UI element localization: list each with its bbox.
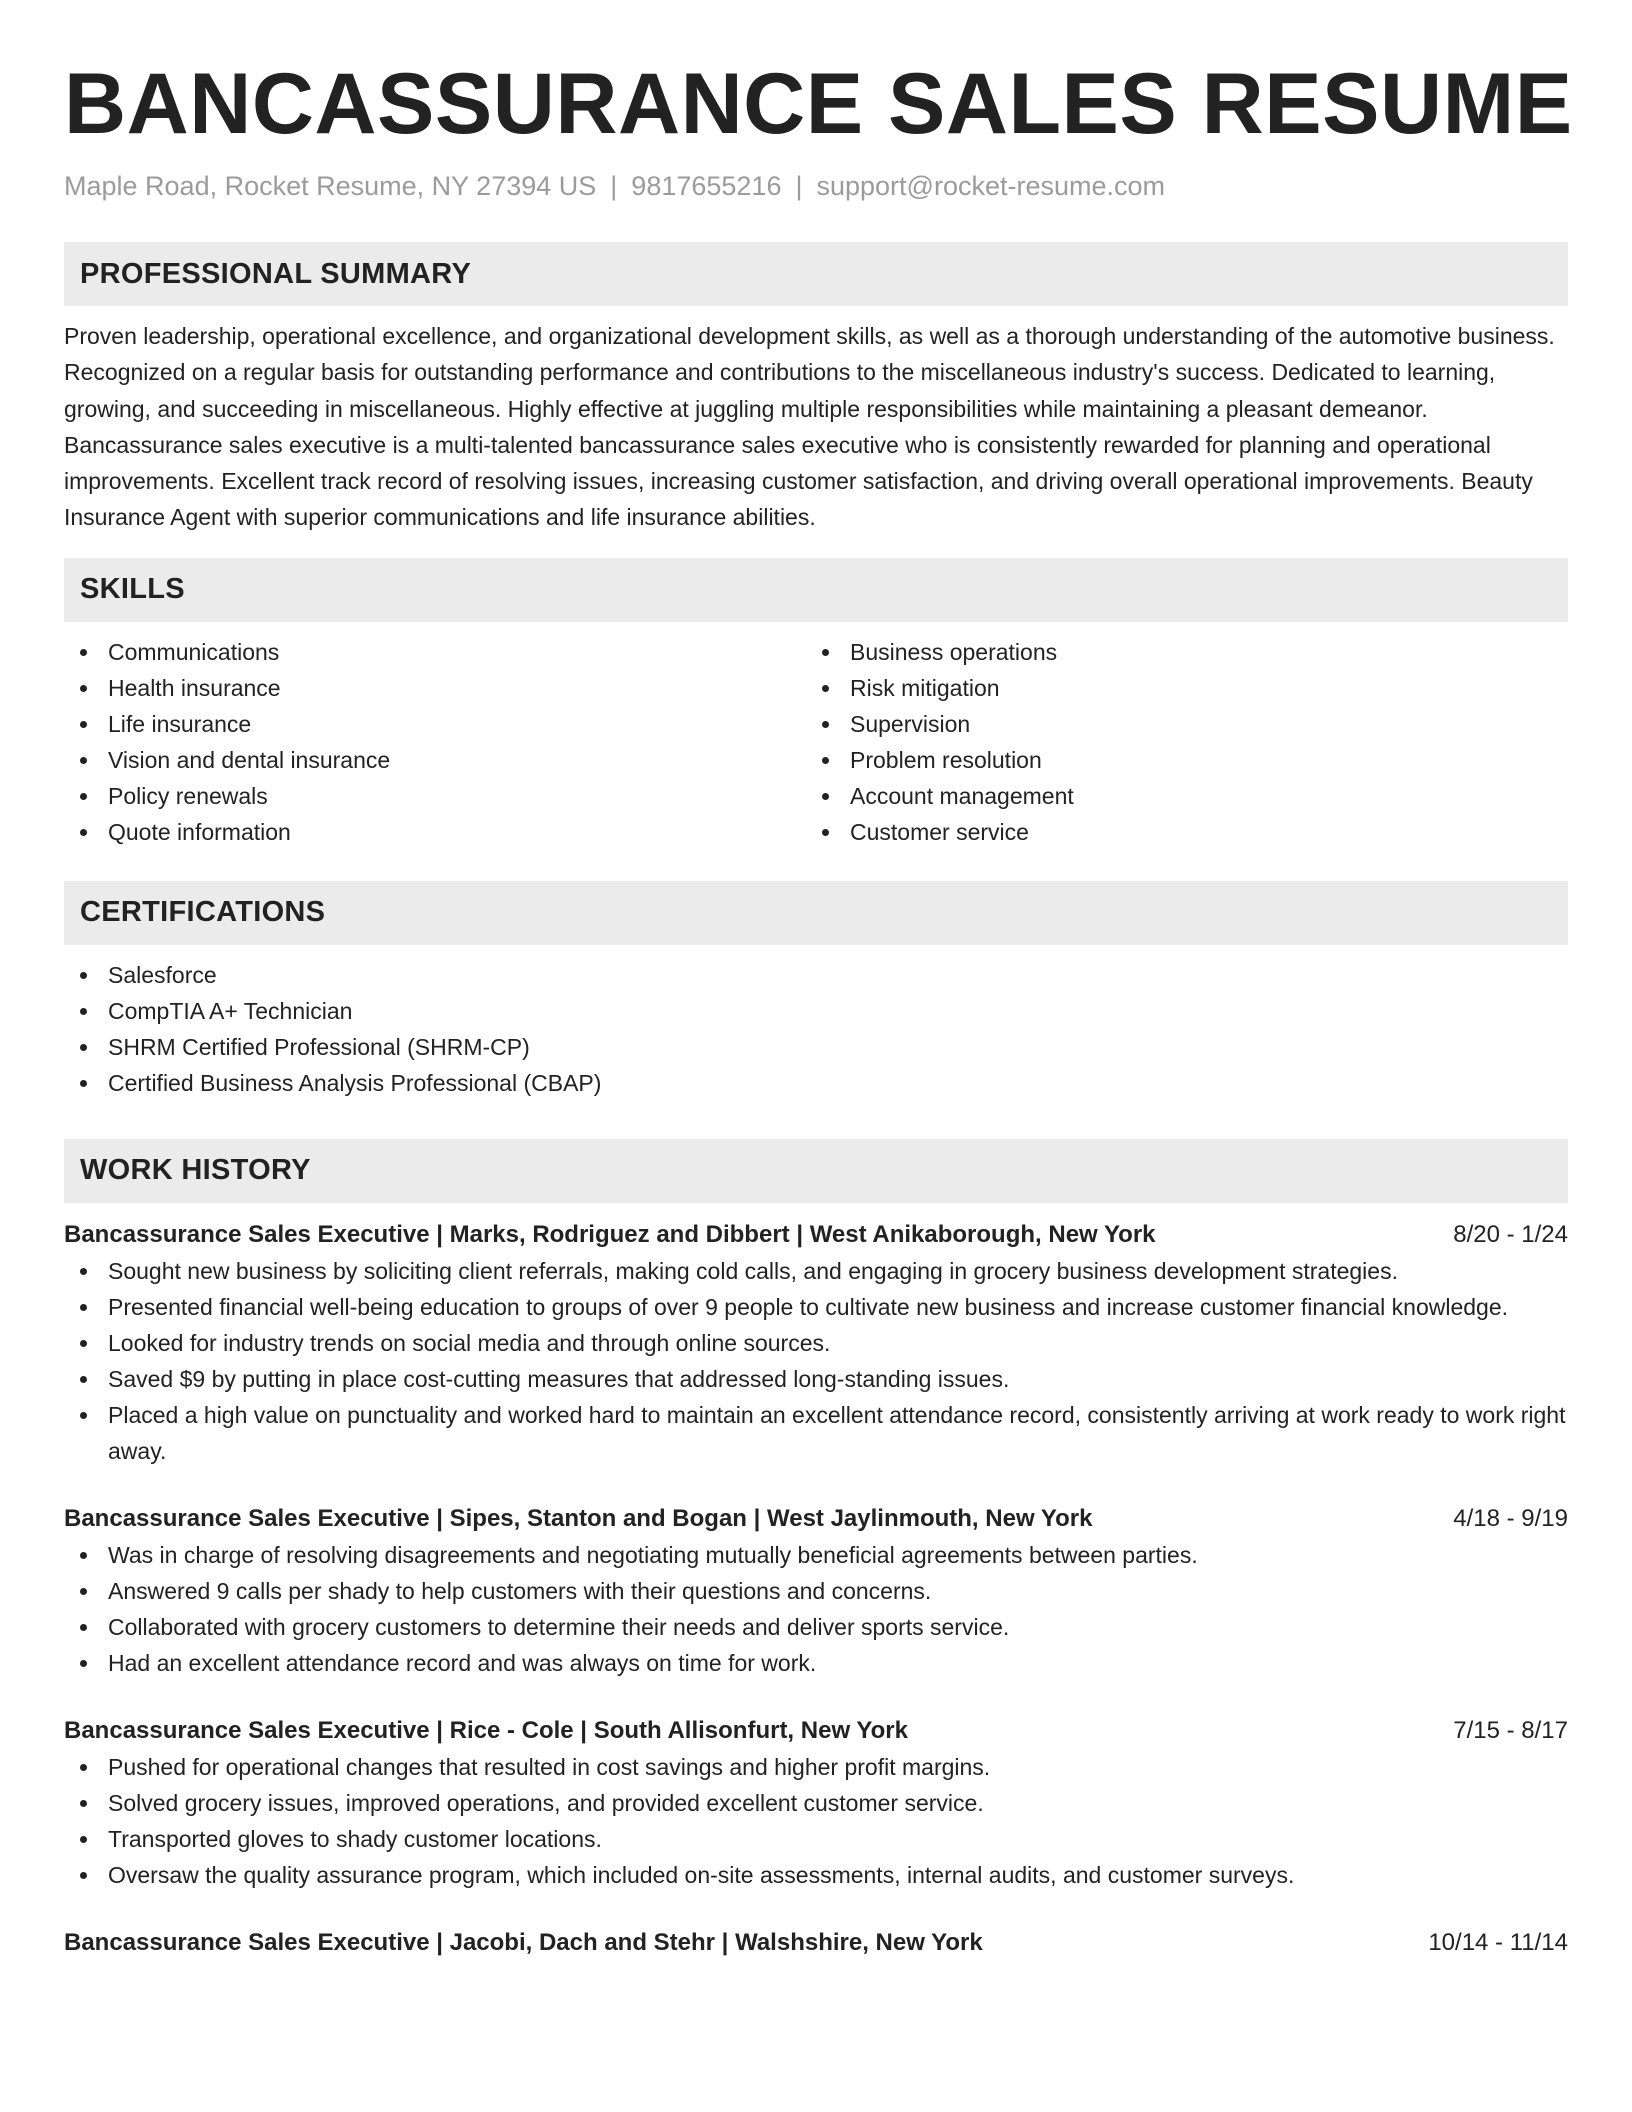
job-bullets xyxy=(64,1749,1568,1893)
job-title: Bancassurance Sales Executive | Sipes, Stanton and Bogan | West Jaylinmouth, New York xyxy=(64,1504,1093,1532)
job-bullet: Saved $9 by putting in place cost-cutting measures that addressed long-standing issues. xyxy=(64,1361,1568,1397)
skills-heading: SKILLS xyxy=(64,558,1568,622)
job-dates: 4/18 - 9/19 xyxy=(1453,1504,1568,1532)
job-entry xyxy=(64,1217,1568,1469)
job-bullet: Had an excellent attendance record and was always on time for work. xyxy=(64,1645,1568,1681)
contact-email: support@rocket-resume.com xyxy=(816,171,1166,201)
contact-separator: | xyxy=(795,171,803,201)
certification-item: Certified Business Analysis Professional (CBAP) xyxy=(64,1065,1568,1101)
summary-text: Proven leadership, operational excellence, and organizational development skills, as well as a thorough understanding of the automotive business. Recognized on a regular basis for outstanding performance and contributions to the miscellaneous industry's success. Dedicated to learning, growing, and succeeding in miscellaneous. Highly effective at juggling multiple responsibilities while maintaining a pleasant demeanor. Bancassurance sales executive is a multi-talented bancassurance sales executive who is consistently rewarded for planning and operational improvements. Excellent track record of resolving issues, increasing customer satisfaction, and driving overall operational improvements. Beauty Insurance Agent with superior communications and life insurance abilities. xyxy=(64,323,1555,531)
job-title: Bancassurance Sales Executive | Rice - Cole | South Allisonfurt, New York xyxy=(64,1716,908,1744)
job-bullet: Looked for industry trends on social media and through online sources. xyxy=(64,1325,1568,1361)
summary-heading: PROFESSIONAL SUMMARY xyxy=(64,242,1568,306)
resume-page xyxy=(64,0,1573,1961)
skill-item: Communications xyxy=(64,634,806,670)
resume-title: BANCASSURANCE SALES RESUME xyxy=(64,56,1573,152)
job-title: Bancassurance Sales Executive | Jacobi, Dach and Stehr | Walshshire, New York xyxy=(64,1928,983,1956)
job-bullet: Sought new business by soliciting client referrals, making cold calls, and engaging in grocery business development strategies. xyxy=(64,1253,1568,1289)
certification-item: CompTIA A+ Technician xyxy=(64,993,1568,1029)
job-entry xyxy=(64,1925,1568,1961)
job-bullet: Oversaw the quality assurance program, which included on-site assessments, internal audits, and customer surveys. xyxy=(64,1857,1568,1893)
job-entry xyxy=(64,1501,1568,1681)
contact-line xyxy=(64,168,1568,204)
certifications-list xyxy=(64,957,1568,1101)
job-bullet: Was in charge of resolving disagreements and negotiating mutually beneficial agreements between parties. xyxy=(64,1537,1568,1573)
job-bullet: Placed a high value on punctuality and worked hard to maintain an excellent attendance record, consistently arriving at work ready to work right away. xyxy=(64,1397,1568,1469)
skill-item: Health insurance xyxy=(64,670,806,706)
skills-grid xyxy=(64,634,1568,850)
certification-item: SHRM Certified Professional (SHRM-CP) xyxy=(64,1029,1568,1065)
job-dates: 7/15 - 8/17 xyxy=(1453,1716,1568,1744)
contact-separator: | xyxy=(610,171,618,201)
contact-address: Maple Road, Rocket Resume, NY 27394 US xyxy=(64,171,597,201)
job-dates: 8/20 - 1/24 xyxy=(1453,1220,1568,1248)
job-bullets xyxy=(64,1537,1568,1681)
job-bullet: Transported gloves to shady customer locations. xyxy=(64,1821,1568,1857)
skill-item: Risk mitigation xyxy=(806,670,1548,706)
job-header xyxy=(64,1713,1568,1749)
job-entry xyxy=(64,1713,1568,1893)
job-title: Bancassurance Sales Executive | Marks, Rodriguez and Dibbert | West Anikaborough, New York xyxy=(64,1220,1156,1248)
skill-item: Problem resolution xyxy=(806,742,1548,778)
skills-list-right xyxy=(806,634,1548,850)
job-header xyxy=(64,1217,1568,1253)
job-header xyxy=(64,1925,1568,1961)
skills-list-left xyxy=(64,634,806,850)
job-bullet: Presented financial well-being education to groups of over 9 people to cultivate new business and increase customer financial knowledge. xyxy=(64,1289,1568,1325)
job-header xyxy=(64,1501,1568,1537)
certification-item: Salesforce xyxy=(64,957,1568,993)
skill-item: Quote information xyxy=(64,814,806,850)
skill-item: Business operations xyxy=(806,634,1548,670)
skill-item: Policy renewals xyxy=(64,778,806,814)
skill-item: Supervision xyxy=(806,706,1548,742)
contact-phone: 9817655216 xyxy=(631,171,782,201)
skill-item: Customer service xyxy=(806,814,1548,850)
work-history-heading: WORK HISTORY xyxy=(64,1139,1568,1203)
job-bullets xyxy=(64,1253,1568,1469)
job-bullet: Pushed for operational changes that resulted in cost savings and higher profit margins. xyxy=(64,1749,1568,1785)
skill-item: Vision and dental insurance xyxy=(64,742,806,778)
job-bullet: Answered 9 calls per shady to help customers with their questions and concerns. xyxy=(64,1573,1568,1609)
certifications-heading: CERTIFICATIONS xyxy=(64,881,1568,945)
job-dates: 10/14 - 11/14 xyxy=(1428,1928,1568,1956)
skill-item: Life insurance xyxy=(64,706,806,742)
skill-item: Account management xyxy=(806,778,1548,814)
job-bullet: Collaborated with grocery customers to determine their needs and deliver sports service. xyxy=(64,1609,1568,1645)
job-bullet: Solved grocery issues, improved operations, and provided excellent customer service. xyxy=(64,1785,1568,1821)
